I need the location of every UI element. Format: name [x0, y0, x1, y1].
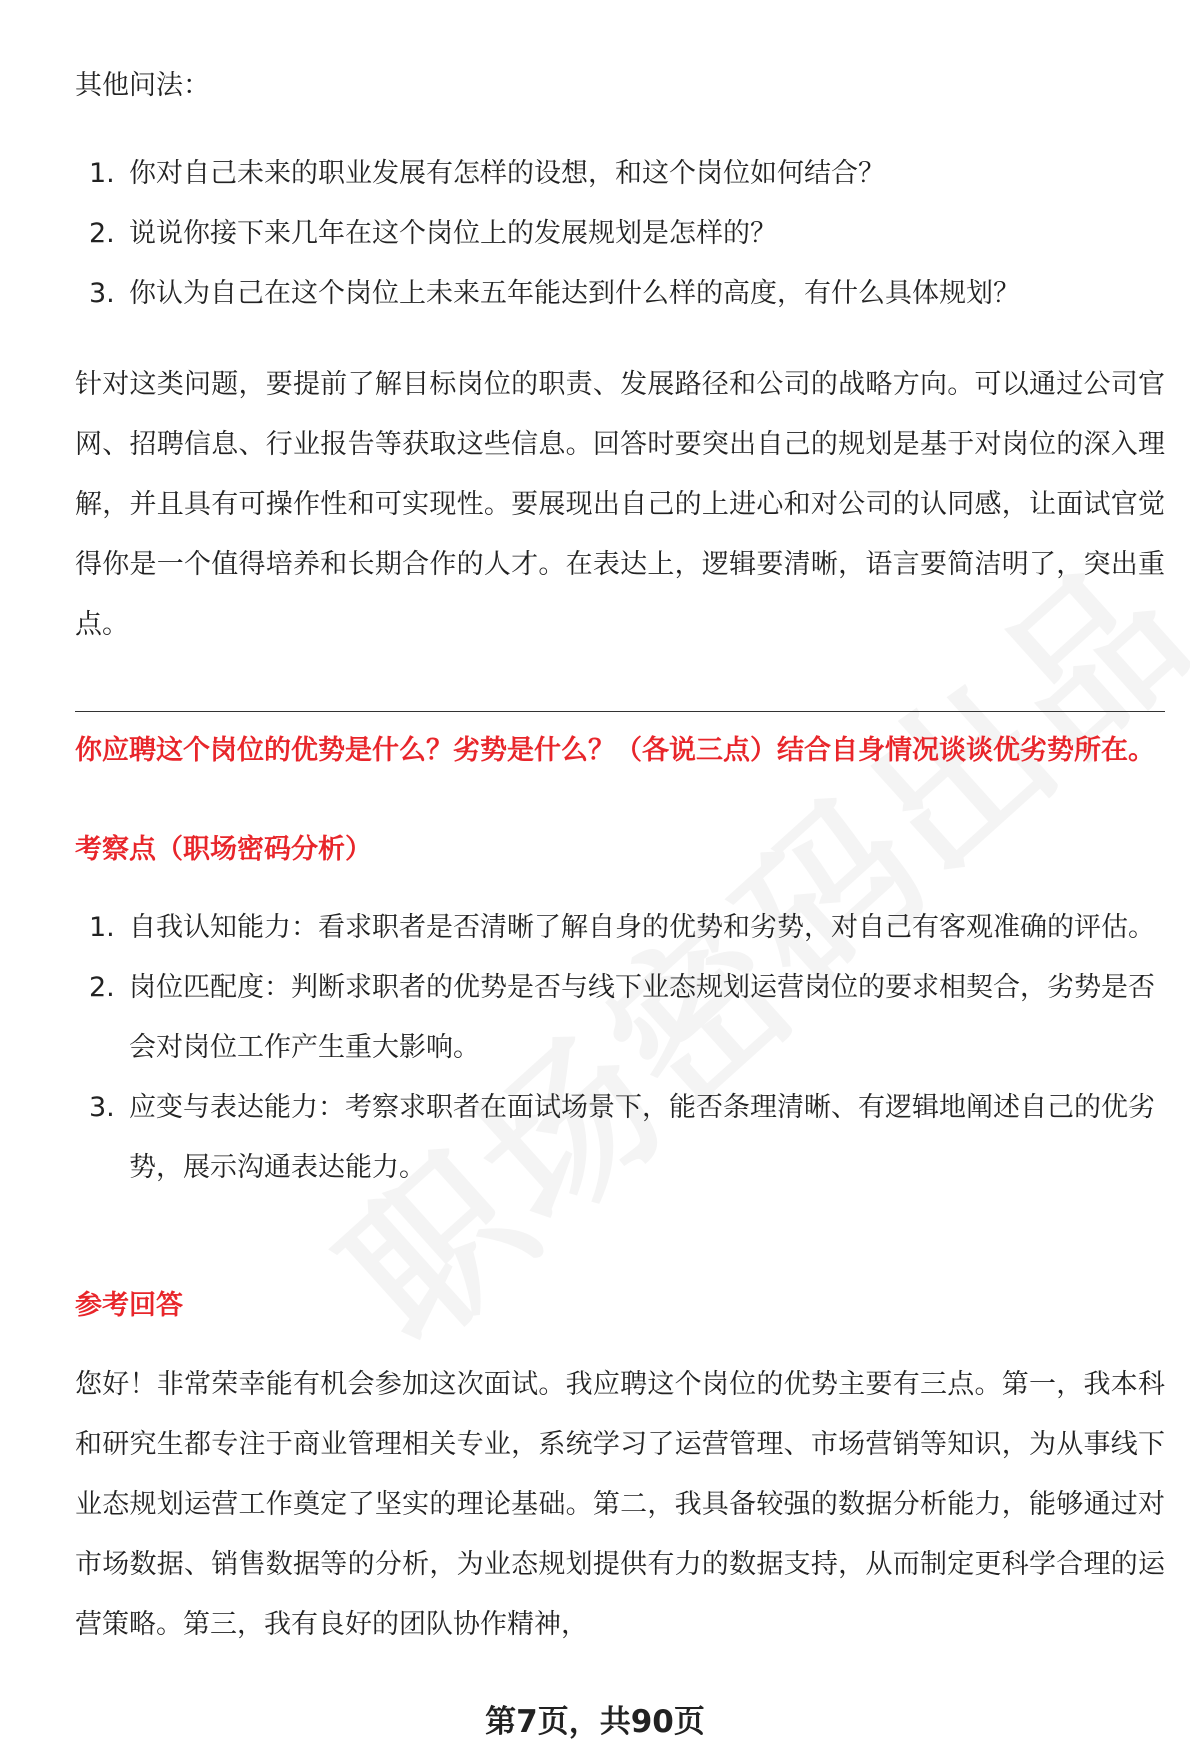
- advice-paragraph: 针对这类问题，要提前了解目标岗位的职责、发展路径和公司的战略方向。可以通过公司官网、招聘信息、行业报告等获取这些信息。回答时要突出自己的规划是基于对岗位的深入理解，并且具有可操作性和可实现性。要展现出自己的上进心和对公司的认同感，让面试官觉得你是一个值得培养和长期合作的人才。在表达上，逻辑要清晰，语言要简洁明了，突出重点。: [75, 369, 1165, 640]
- page-number: 第7页，共90页: [485, 1704, 705, 1740]
- list-item: 3. 你认为自己在这个岗位上未来五年能达到什么样的高度，有什么具体规划？: [89, 278, 1020, 309]
- list-item: 1. 你对自己未来的职业发展有怎样的设想，和这个岗位如何结合？: [89, 158, 885, 189]
- assessment-points-list: [75, 898, 1165, 1198]
- list-item: 2. 说说你接下来几年在这个岗位上的发展规划是怎样的？: [89, 218, 777, 249]
- other-questions-list: [75, 152, 1165, 332]
- list-item: 1. 自我认知能力：看求职者是否清晰了解自身的优势和劣势，对自己有客观准确的评估。: [89, 912, 1155, 943]
- reference-answer: 您好！非常荣幸能有机会参加这次面试。我应聘这个岗位的优势主要有三点。第一，我本科和研究生都专注于商业管理相关专业，系统学习了运营管理、市场营销等知识，为从事线下业态规划运营工作奠定了坚实的理论基础。第二，我具备较强的数据分析能力，能够通过对市场数据、销售数据等的分析，为业态规划提供有力的数据支持，从而制定更科学合理的运营策略。第三，我有良好的团队协作精神，: [75, 1369, 1165, 1640]
- question-heading: 你应聘这个岗位的优势是什么？劣势是什么？（各说三点）结合自身情况谈谈优劣势所在。: [75, 735, 1155, 766]
- section-divider: [75, 711, 1165, 712]
- list-item: 2. 岗位匹配度：判断求职者的优势是否与线下业态规划运营岗位的要求相契合，劣势是否会对岗位工作产生重大影响。: [89, 972, 1155, 1063]
- other-questions-intro: 其他问法：: [75, 70, 210, 101]
- list-item: 3. 应变与表达能力：考察求职者在面试场景下，能否条理清晰、有逻辑地阐述自己的优劣势，展示沟通表达能力。: [89, 1092, 1155, 1183]
- reference-heading: 参考回答: [75, 1290, 183, 1321]
- assessment-heading: 考察点（职场密码分析）: [75, 834, 372, 865]
